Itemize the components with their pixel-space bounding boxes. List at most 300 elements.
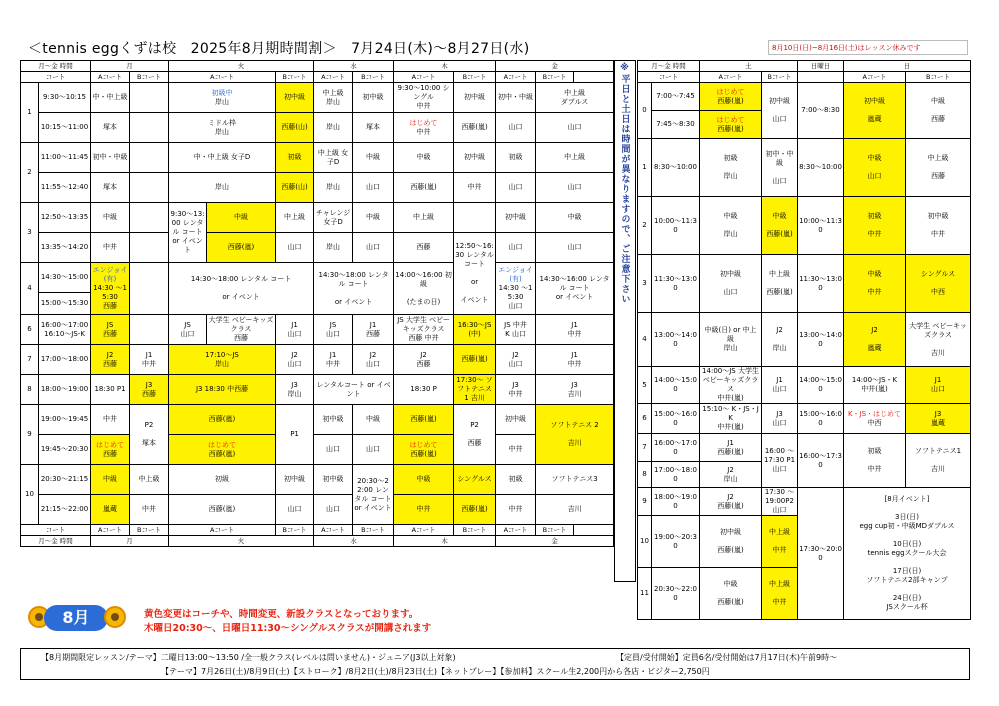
class-cell: 18:30 P1 [91, 375, 130, 405]
coach-name: 西藤 [366, 329, 381, 338]
time-slot: 18:00～19:00 [39, 375, 91, 405]
class-cell [762, 197, 798, 255]
row-no: 10 [638, 516, 652, 568]
class-cell [700, 568, 762, 620]
class-cell [700, 367, 762, 404]
class-cell [353, 345, 394, 375]
class-cell: 初中級 [314, 405, 353, 435]
class-cell: 西藤(山) [276, 173, 314, 203]
coach-name: 中井 [567, 359, 582, 368]
coach-name: 山口 [772, 465, 787, 473]
coach-name: 西藤(嵐) [208, 449, 236, 458]
class-cell: 中級 [353, 143, 394, 173]
class-cell: 初中・中級 [496, 83, 536, 113]
coach-name: 中井 [508, 389, 523, 398]
class-cell: 中上級 [130, 465, 169, 495]
court-a: Aコート [496, 72, 536, 83]
coach-name: 山口 [287, 329, 302, 338]
info-line: 【定員/受付開始】定員6名/受付開始は7月17日(木)午前9時～ [616, 653, 838, 662]
class-cell [906, 139, 971, 197]
coach-name: 山口 [772, 115, 787, 123]
class-name: P2 [470, 421, 479, 429]
class-name: JS [106, 320, 114, 329]
rental-text: 14:30～18:00 レンタル コート [190, 275, 292, 283]
class-cell [844, 367, 906, 404]
class-name: J2 [727, 492, 734, 501]
row-no: 3 [638, 255, 652, 313]
class-cell [130, 203, 169, 233]
class-cell [762, 313, 798, 367]
class-name: J2 [512, 350, 519, 359]
class-cell: 中級 [536, 203, 614, 233]
footer-thu: 木 [394, 536, 496, 547]
footer-fri: 金 [496, 536, 614, 547]
class-cell [906, 313, 971, 367]
class-cell: 西藤(山) [276, 113, 314, 143]
sun-time-slot: 13:00～14:00 [798, 313, 844, 367]
court-a: Aコート [169, 525, 276, 536]
time-slot: 19:00～20:30 [652, 516, 700, 568]
class-cell [496, 263, 536, 315]
coach-name: 岸山 [287, 389, 302, 398]
coach-name: 西藤 [103, 302, 118, 310]
time-slot: 11:30～13:00 [652, 255, 700, 313]
court-b: Bコート [276, 525, 314, 536]
court-b: Bコート [130, 525, 169, 536]
row-no: 9 [21, 405, 39, 465]
court-a: Aコート [91, 525, 130, 536]
class-cell: 山口 [496, 233, 536, 263]
class-cell: 塚本 [91, 113, 130, 143]
class-name: K・JS・はじめて [847, 409, 902, 418]
class-cell: 西藤(嵐) [169, 495, 276, 525]
event-name: tennis eggスクール大会 [867, 549, 947, 557]
class-cell [906, 197, 971, 255]
coach-name: 山口 [867, 172, 882, 180]
closure-notice: 8月10日(日)~8月16日(土)はレッスン休みです [768, 40, 968, 55]
coach-name: 嵐蔵 [867, 115, 882, 123]
class-name: 初中級 [927, 212, 949, 220]
coach-name: K 山口 [505, 329, 526, 338]
class-cell [169, 315, 207, 345]
class-cell: 山口 [496, 173, 536, 203]
footer-tue: 火 [169, 536, 314, 547]
class-cell [130, 315, 169, 345]
time-slot: 15:00～16:00 [652, 404, 700, 434]
class-cell: 山口 [353, 173, 394, 203]
class-cell [844, 255, 906, 313]
class-name: 中上級 [927, 154, 949, 162]
class-name: 中上級 [769, 270, 791, 278]
class-name: ダブルス [560, 97, 589, 106]
sun-time-slot: 17:30～20:00 [798, 488, 844, 620]
class-cell [394, 113, 454, 143]
class-cell: 吉川 [536, 495, 614, 525]
class-cell [700, 197, 762, 255]
class-name: JS 中井 [504, 320, 527, 329]
class-name: 17:10～JS [205, 350, 239, 359]
coach-name: 山口 [723, 288, 738, 296]
class-cell: 中井 [91, 405, 130, 435]
class-name: J2 [106, 350, 114, 359]
class-cell [130, 375, 169, 405]
time-slot: 13:35～14:20 [39, 233, 91, 263]
class-cell [91, 315, 130, 345]
class-cell: 初級 [276, 143, 314, 173]
time-slot: 17:00～18:00 [39, 345, 91, 375]
rental-text: 12:50～16:30 レンタル コート [455, 242, 494, 268]
sun-time-slot: 15:00～16:00 [798, 404, 844, 434]
class-cell [536, 83, 614, 113]
court-a: Aコート [314, 525, 353, 536]
coach-name: 吉川 [931, 348, 946, 357]
class-name: J1 [571, 320, 578, 329]
class-cell: 初中級 [314, 465, 353, 495]
class-cell: 中上級 女子D [314, 143, 353, 173]
class-cell [536, 375, 614, 405]
month-label: 8月 [44, 605, 108, 631]
rental-or: or イベント [334, 297, 373, 306]
class-cell: 塚本 [91, 173, 130, 203]
class-cell [906, 83, 971, 139]
class-cell: 西藤(嵐) [454, 113, 496, 143]
row-no: 5 [638, 367, 652, 404]
class-cell [536, 345, 614, 375]
time-slot: 14:30～15:00 [39, 263, 91, 293]
class-cell: 初中級 [496, 203, 536, 233]
header-fri: 金 [496, 61, 614, 72]
class-cell: 初中級 [496, 405, 536, 435]
row-no: 1 [21, 83, 39, 143]
coach-name: 嵐蔵 [867, 344, 882, 352]
row-no: 10 [21, 465, 39, 525]
class-cell: 山口 [276, 233, 314, 263]
class-cell [276, 345, 314, 375]
class-name: ソフトテニス 2 [550, 421, 599, 429]
class-name: はじめて [716, 87, 745, 96]
class-cell: 西藤(嵐) [394, 173, 454, 203]
class-name: J1 [329, 350, 337, 359]
event-date: 10日(日) [892, 540, 922, 548]
class-cell [700, 313, 762, 367]
class-cell: 中級 [353, 203, 394, 233]
class-cell [762, 488, 798, 516]
class-name: 中級 [723, 212, 738, 220]
class-cell [844, 404, 906, 434]
event-name: ソフトテニス2部キャンプ [866, 576, 948, 584]
class-cell [700, 111, 762, 139]
coach-name: 吉川 [567, 389, 582, 398]
class-cell: 岸山 [314, 173, 353, 203]
class-cell: 岸山 [314, 113, 353, 143]
court-extra [574, 72, 614, 83]
class-cell: 山口 [536, 113, 614, 143]
class-name: 中級 [867, 270, 882, 278]
class-cell [394, 83, 454, 113]
class-cell: 中井 [496, 435, 536, 465]
coach-name: 西藤 [142, 389, 157, 398]
coach-name: 岸山 [723, 474, 738, 483]
class-cell: 西藤(嵐) [169, 405, 276, 435]
class-name: 14:00～JS・K [851, 376, 898, 384]
row-no: 2 [21, 143, 39, 203]
coach-name: 中井 [142, 359, 157, 368]
coach-name: 西藤(嵐) [766, 288, 793, 296]
class-cell [496, 345, 536, 375]
class-name: J1 [145, 350, 153, 359]
class-cell [762, 568, 798, 620]
court-b: Bコート [454, 525, 496, 536]
class-cell [700, 516, 762, 568]
sun-time-slot: 8:30～10:00 [798, 139, 844, 197]
coach-name: 西藤(嵐) [410, 449, 437, 458]
class-cell: 西藤(嵐) [207, 233, 276, 263]
class-cell [700, 488, 762, 516]
class-cell [130, 405, 169, 465]
row-no: 9 [638, 488, 652, 516]
rental-cell: 20:30～22:00 レンタル コート or イベント [353, 465, 394, 525]
month-badge [28, 602, 126, 636]
time-slot: 17:00～18:00 [652, 462, 700, 488]
class-cell: 西藤(嵐) [454, 345, 496, 375]
class-cell: 中級 [394, 143, 454, 173]
time-slot [39, 315, 91, 345]
court-label: コート [638, 72, 700, 83]
court-a: Aコート [700, 72, 762, 83]
class-name: はじめて [208, 440, 237, 449]
coach-name: 西藤(嵐) [717, 546, 744, 554]
class-cell: 中井 [130, 495, 169, 525]
class-cell [844, 139, 906, 197]
row-no: 1 [638, 139, 652, 197]
class-cell: 中級 [353, 405, 394, 435]
class-name: 大学生 ベビーキッズクラス [909, 321, 967, 339]
class-cell [91, 435, 130, 465]
time-slot: 21:15～22:00 [39, 495, 91, 525]
court-a: Aコート [844, 72, 906, 83]
rental-cell [454, 233, 496, 315]
class-cell [207, 315, 276, 345]
rental-cell [314, 263, 394, 315]
class-cell [700, 255, 762, 313]
class-cell: 中上級 [394, 203, 454, 233]
class-name: 14:00～JS [702, 367, 736, 375]
class-cell: 初級 [496, 465, 536, 495]
class-cell [762, 83, 798, 139]
coach-name: 山口 [931, 385, 946, 393]
class-name: エンジョイ(有) [498, 266, 533, 283]
class-name: J3 [512, 380, 519, 389]
coach-name: 西藤 [416, 359, 431, 368]
coach-name: 山口 [180, 329, 195, 338]
class-name: 大学生 ベビーキッズクラス [402, 316, 450, 333]
vertical-note [614, 60, 636, 582]
court-b: Bコート [906, 72, 971, 83]
class-cell [700, 139, 762, 197]
class-cell: 初中級 [276, 465, 314, 495]
class-name: 初中・中級 [765, 149, 794, 167]
class-cell: 中・中上級 女子D [169, 143, 276, 173]
class-cell [169, 345, 276, 375]
rental-or: or イベント [555, 293, 594, 301]
class-name: 中級 [772, 212, 787, 220]
row-no: 7 [21, 345, 39, 375]
time-text: 16:10～JS-K [44, 329, 85, 338]
coach-name: 西藤 [103, 329, 118, 338]
class-cell [700, 404, 762, 434]
court-label: コート [21, 525, 91, 536]
rental-text: 14:30～16:00 レンタル コート [539, 275, 610, 292]
class-cell [276, 315, 314, 345]
class-cell [91, 345, 130, 375]
class-name: J1 [776, 376, 783, 384]
event-date: 17日(日) [892, 567, 922, 575]
coach-name: 山口 [772, 176, 787, 185]
class-cell [314, 83, 353, 113]
class-name: P2 [144, 421, 154, 429]
class-name: J3 [145, 380, 153, 389]
time-slot: 11:00～11:45 [39, 143, 91, 173]
time-slot: 7:00～7:45 [652, 83, 700, 111]
class-cell: 中上級 [536, 143, 614, 173]
coach-name: 山口 [287, 359, 302, 368]
class-name: J3 [934, 409, 942, 418]
time-text: 16:00～17:00 [40, 320, 89, 329]
class-name: J2 [369, 350, 377, 359]
court-b: Bコート [536, 72, 574, 83]
rental-text: 14:30～18:00 レンタル コート [318, 270, 389, 288]
coach-name: 中井 [772, 546, 787, 554]
coach-name: 吉川 [931, 465, 946, 473]
coach-name: 中井 [867, 230, 882, 238]
time-slot: 19:45～20:30 [39, 435, 91, 465]
class-cell [536, 405, 614, 465]
sun-time-slot: 10:00～11:30 [798, 197, 844, 255]
court-empty [798, 72, 844, 83]
class-cell [130, 173, 169, 203]
row-no: 4 [638, 313, 652, 367]
coach-name: 山口 [772, 385, 787, 393]
class-name: 14:00～16:00 初級 [395, 270, 452, 288]
row-no: 6 [21, 315, 39, 345]
class-name: 初級 [723, 154, 738, 162]
class-cell: 西藤 [394, 233, 454, 263]
class-name: J3 [571, 380, 578, 389]
class-name: J3 [291, 380, 298, 389]
weekend-timetable [637, 60, 971, 620]
class-name: 大学生 ベビーキッズクラス [208, 316, 274, 333]
sun-time-slot: 7:00～8:30 [798, 83, 844, 139]
row-no: 3 [21, 203, 39, 263]
class-cell [169, 83, 276, 113]
class-cell: J3 18:30 中西藤 [169, 375, 276, 405]
class-cell: 中井 [394, 495, 454, 525]
coach-name: 中井 [326, 359, 341, 368]
class-cell: 初中級 [454, 83, 496, 113]
coach-name: 西藤(嵐) [717, 598, 744, 606]
class-name: J2 [776, 326, 783, 334]
class-cell [394, 263, 454, 315]
coach-name: 岸山 [723, 230, 738, 238]
class-name: はじめて [96, 440, 125, 449]
class-cell: シングルス [454, 465, 496, 495]
class-cell: 山口 [536, 233, 614, 263]
class-name: はじめて [409, 440, 438, 449]
class-cell: 初中級 [276, 83, 314, 113]
time-slot: 13:00～14:00 [652, 313, 700, 367]
class-name: 初級中 [211, 88, 233, 97]
time-slot: 12:50～13:35 [39, 203, 91, 233]
header-thu: 木 [394, 61, 496, 72]
coach-name: 中井(嵐) [717, 394, 744, 402]
coach-name: 岸山 [215, 127, 230, 136]
class-cell [700, 434, 762, 462]
class-cell [762, 367, 798, 404]
class-name: 初級 [867, 447, 882, 455]
footer-wed: 水 [314, 536, 394, 547]
class-name: エンジョイ(有) [92, 266, 128, 283]
class-name: 中級 [723, 580, 738, 588]
class-name: 中級 [931, 97, 946, 105]
class-name: 17:30 ～19:00P2 [764, 488, 795, 505]
class-cell: 中級 [394, 465, 454, 495]
class-name: J1 [369, 320, 377, 329]
coach-name: 中西 [867, 418, 882, 427]
class-cell: 中井 [91, 233, 130, 263]
coach-name: 岸山 [326, 97, 341, 106]
event-date: 3日(日) [895, 513, 919, 521]
court-b: Bコート [353, 72, 394, 83]
coach-name: 西藤(嵐) [717, 96, 744, 105]
coach-name: 西藤(嵐) [766, 230, 793, 238]
coach-name: 山口 [772, 506, 787, 514]
rental-cell [536, 263, 614, 315]
class-name: J3 [776, 409, 783, 418]
vertical-note-text: ※平日と土日は時間が異なりますので、ご注意下さい [619, 63, 630, 304]
class-cell: P1 [276, 405, 314, 465]
time-slot: 7:45～8:30 [652, 111, 700, 139]
time-slot: 20:30～21:15 [39, 465, 91, 495]
class-name: 中上級 [322, 88, 344, 97]
footer-time: 月～金 時間 [21, 536, 91, 547]
court-a: Aコート [91, 72, 130, 83]
class-name: 中級 [867, 154, 882, 162]
coach-name: 塚本 [142, 439, 157, 447]
class-cell [394, 345, 454, 375]
sun-time-slot: 14:00～15:00 [798, 367, 844, 404]
class-name: J2 [871, 326, 878, 334]
class-name: JS [329, 320, 337, 329]
class-name: J1 [727, 438, 734, 447]
class-cell: 西藤(嵐) [394, 405, 454, 435]
header-time: 月～金 時間 [638, 61, 700, 72]
rental-cell: レンタルコート or イベント [314, 375, 394, 405]
coach-name: 岸山 [723, 344, 738, 352]
class-name: 9:30～10:00 シングル [397, 84, 450, 101]
coach-name: 中井 [867, 288, 882, 296]
header-time: 月～金 時間 [21, 61, 91, 72]
class-cell [762, 139, 798, 197]
class-cell [454, 405, 496, 465]
coach-name: 中井 [416, 102, 431, 110]
announcement-line: 木曜日20:30～、日曜日11:30～シングルスクラスが開講されます [144, 623, 432, 634]
time-slot: 8:30～10:00 [652, 139, 700, 197]
class-cell: 16:30～JS(中) [454, 315, 496, 345]
class-name: はじめて [409, 118, 438, 127]
class-cell: 山口 [496, 113, 536, 143]
class-cell [906, 434, 971, 488]
class-cell: 山口 [353, 233, 394, 263]
